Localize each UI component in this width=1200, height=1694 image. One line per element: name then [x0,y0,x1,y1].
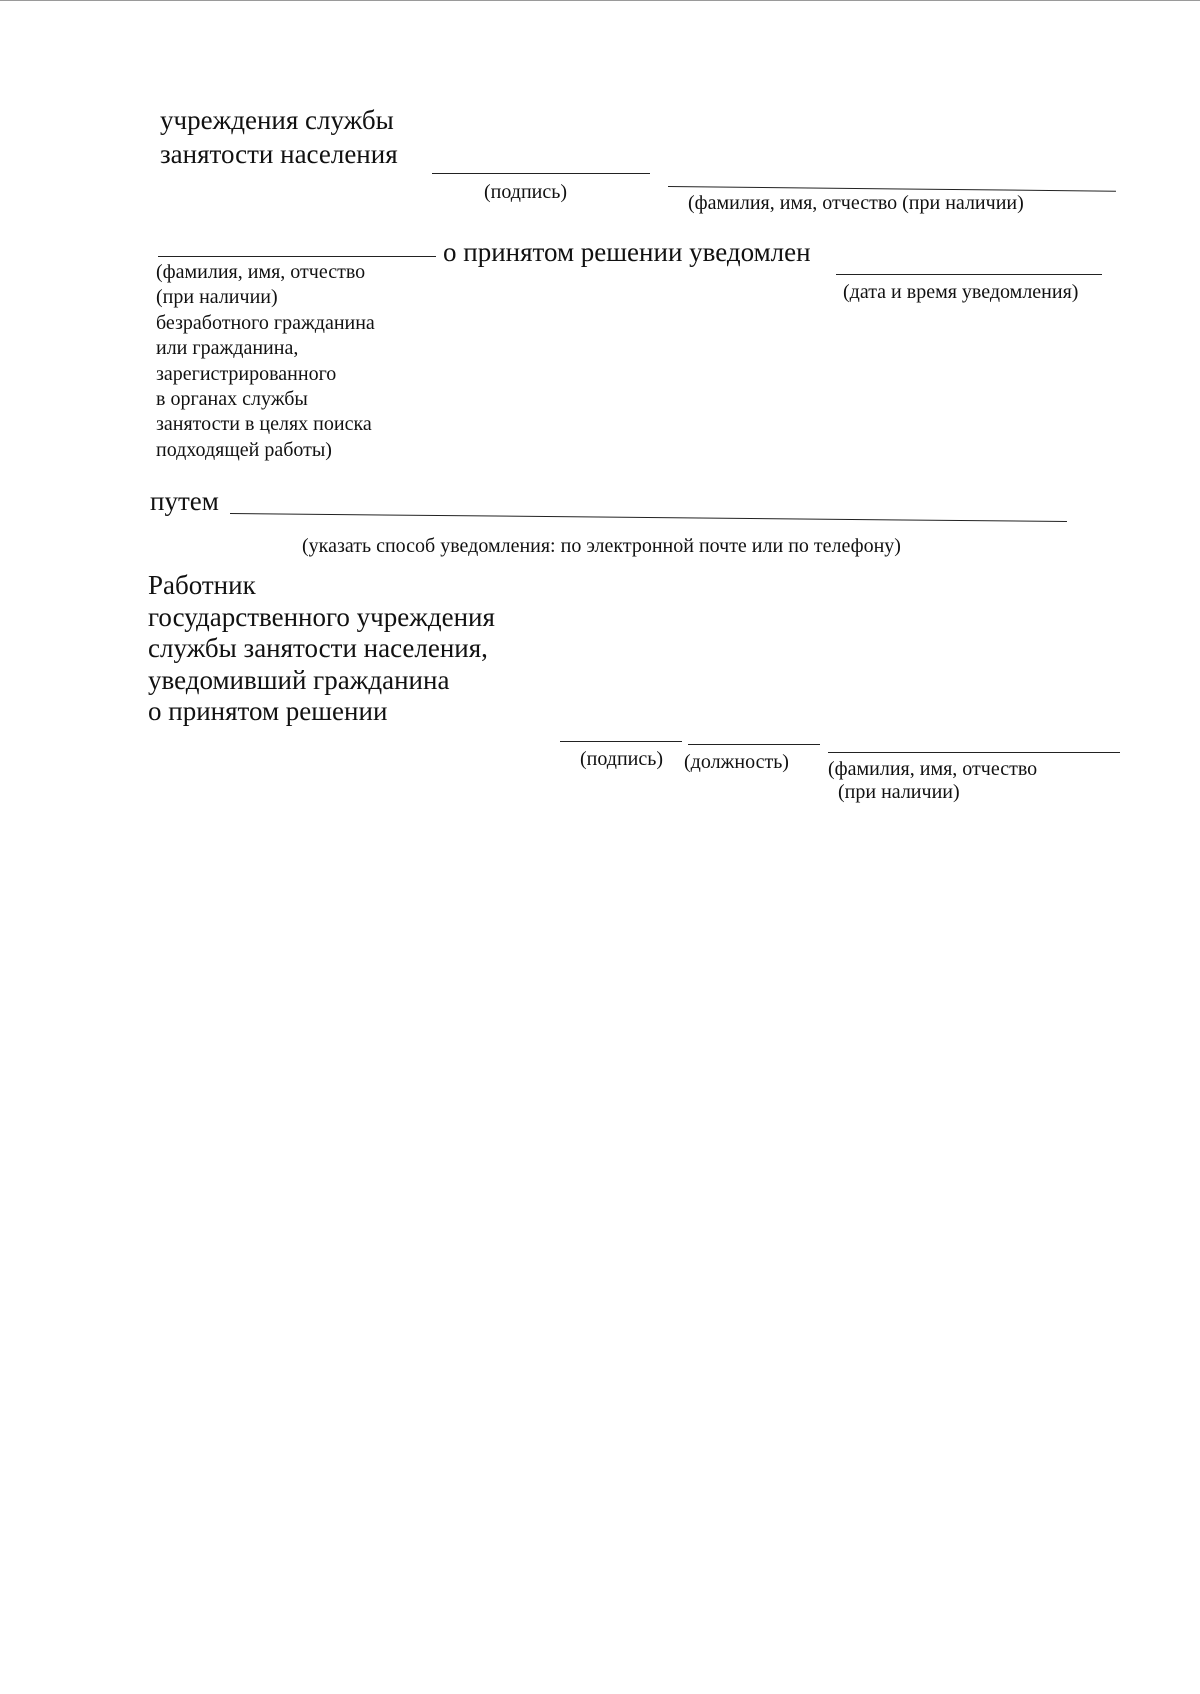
notified-text: о принятом решении уведомлен [443,237,811,267]
citizen-caption-line: (при наличии) [156,286,278,309]
worker-name-caption-1: (фамилия, имя, отчество [828,758,1038,780]
citizen-caption-line: или гражданина, [156,337,299,360]
worker-line: о принятом решении [148,696,388,726]
citizen-name-line [158,256,436,257]
method-line [230,513,1067,522]
head-line-2: занятости населения [160,139,398,169]
worker-position-line [688,744,820,745]
method-caption: (указать способ уведомления: по электронной почте или по телефону) [302,535,901,557]
worker-line: уведомивший гражданина [148,664,450,695]
head-line-1: учреждения службы [160,105,394,135]
worker-position-caption: (должность) [684,751,789,773]
worker-line: службы занятости населения, [148,633,488,663]
signature-caption: (подпись) [484,181,568,203]
citizen-caption-line: безработного гражданина [156,311,375,334]
method-label: путем [150,486,219,516]
signature-line [432,173,650,174]
name-caption: (фамилия, имя, отчество (при наличии) [688,192,1024,214]
citizen-caption-line: зарегистрированного [156,362,337,385]
worker-name-line [828,752,1120,753]
page-top-edge [0,0,1200,1]
worker-line: Работник [148,570,256,600]
worker-signature-caption: (подпись) [580,748,664,770]
datetime-line [836,274,1102,275]
worker-title [148,570,495,728]
worker-signature-line [560,741,682,742]
citizen-caption-line: занятости в целях поиска [156,413,372,436]
citizen-caption [156,260,375,463]
worker-line: государственного учреждения [148,601,495,632]
citizen-caption-line: в органах службы [156,388,308,411]
datetime-caption: (дата и время уведомления) [843,281,1079,303]
citizen-caption-line: (фамилия, имя, отчество [156,261,366,283]
worker-name-caption-2: (при наличии) [838,781,960,803]
citizen-caption-line: подходящей работы) [156,438,332,461]
